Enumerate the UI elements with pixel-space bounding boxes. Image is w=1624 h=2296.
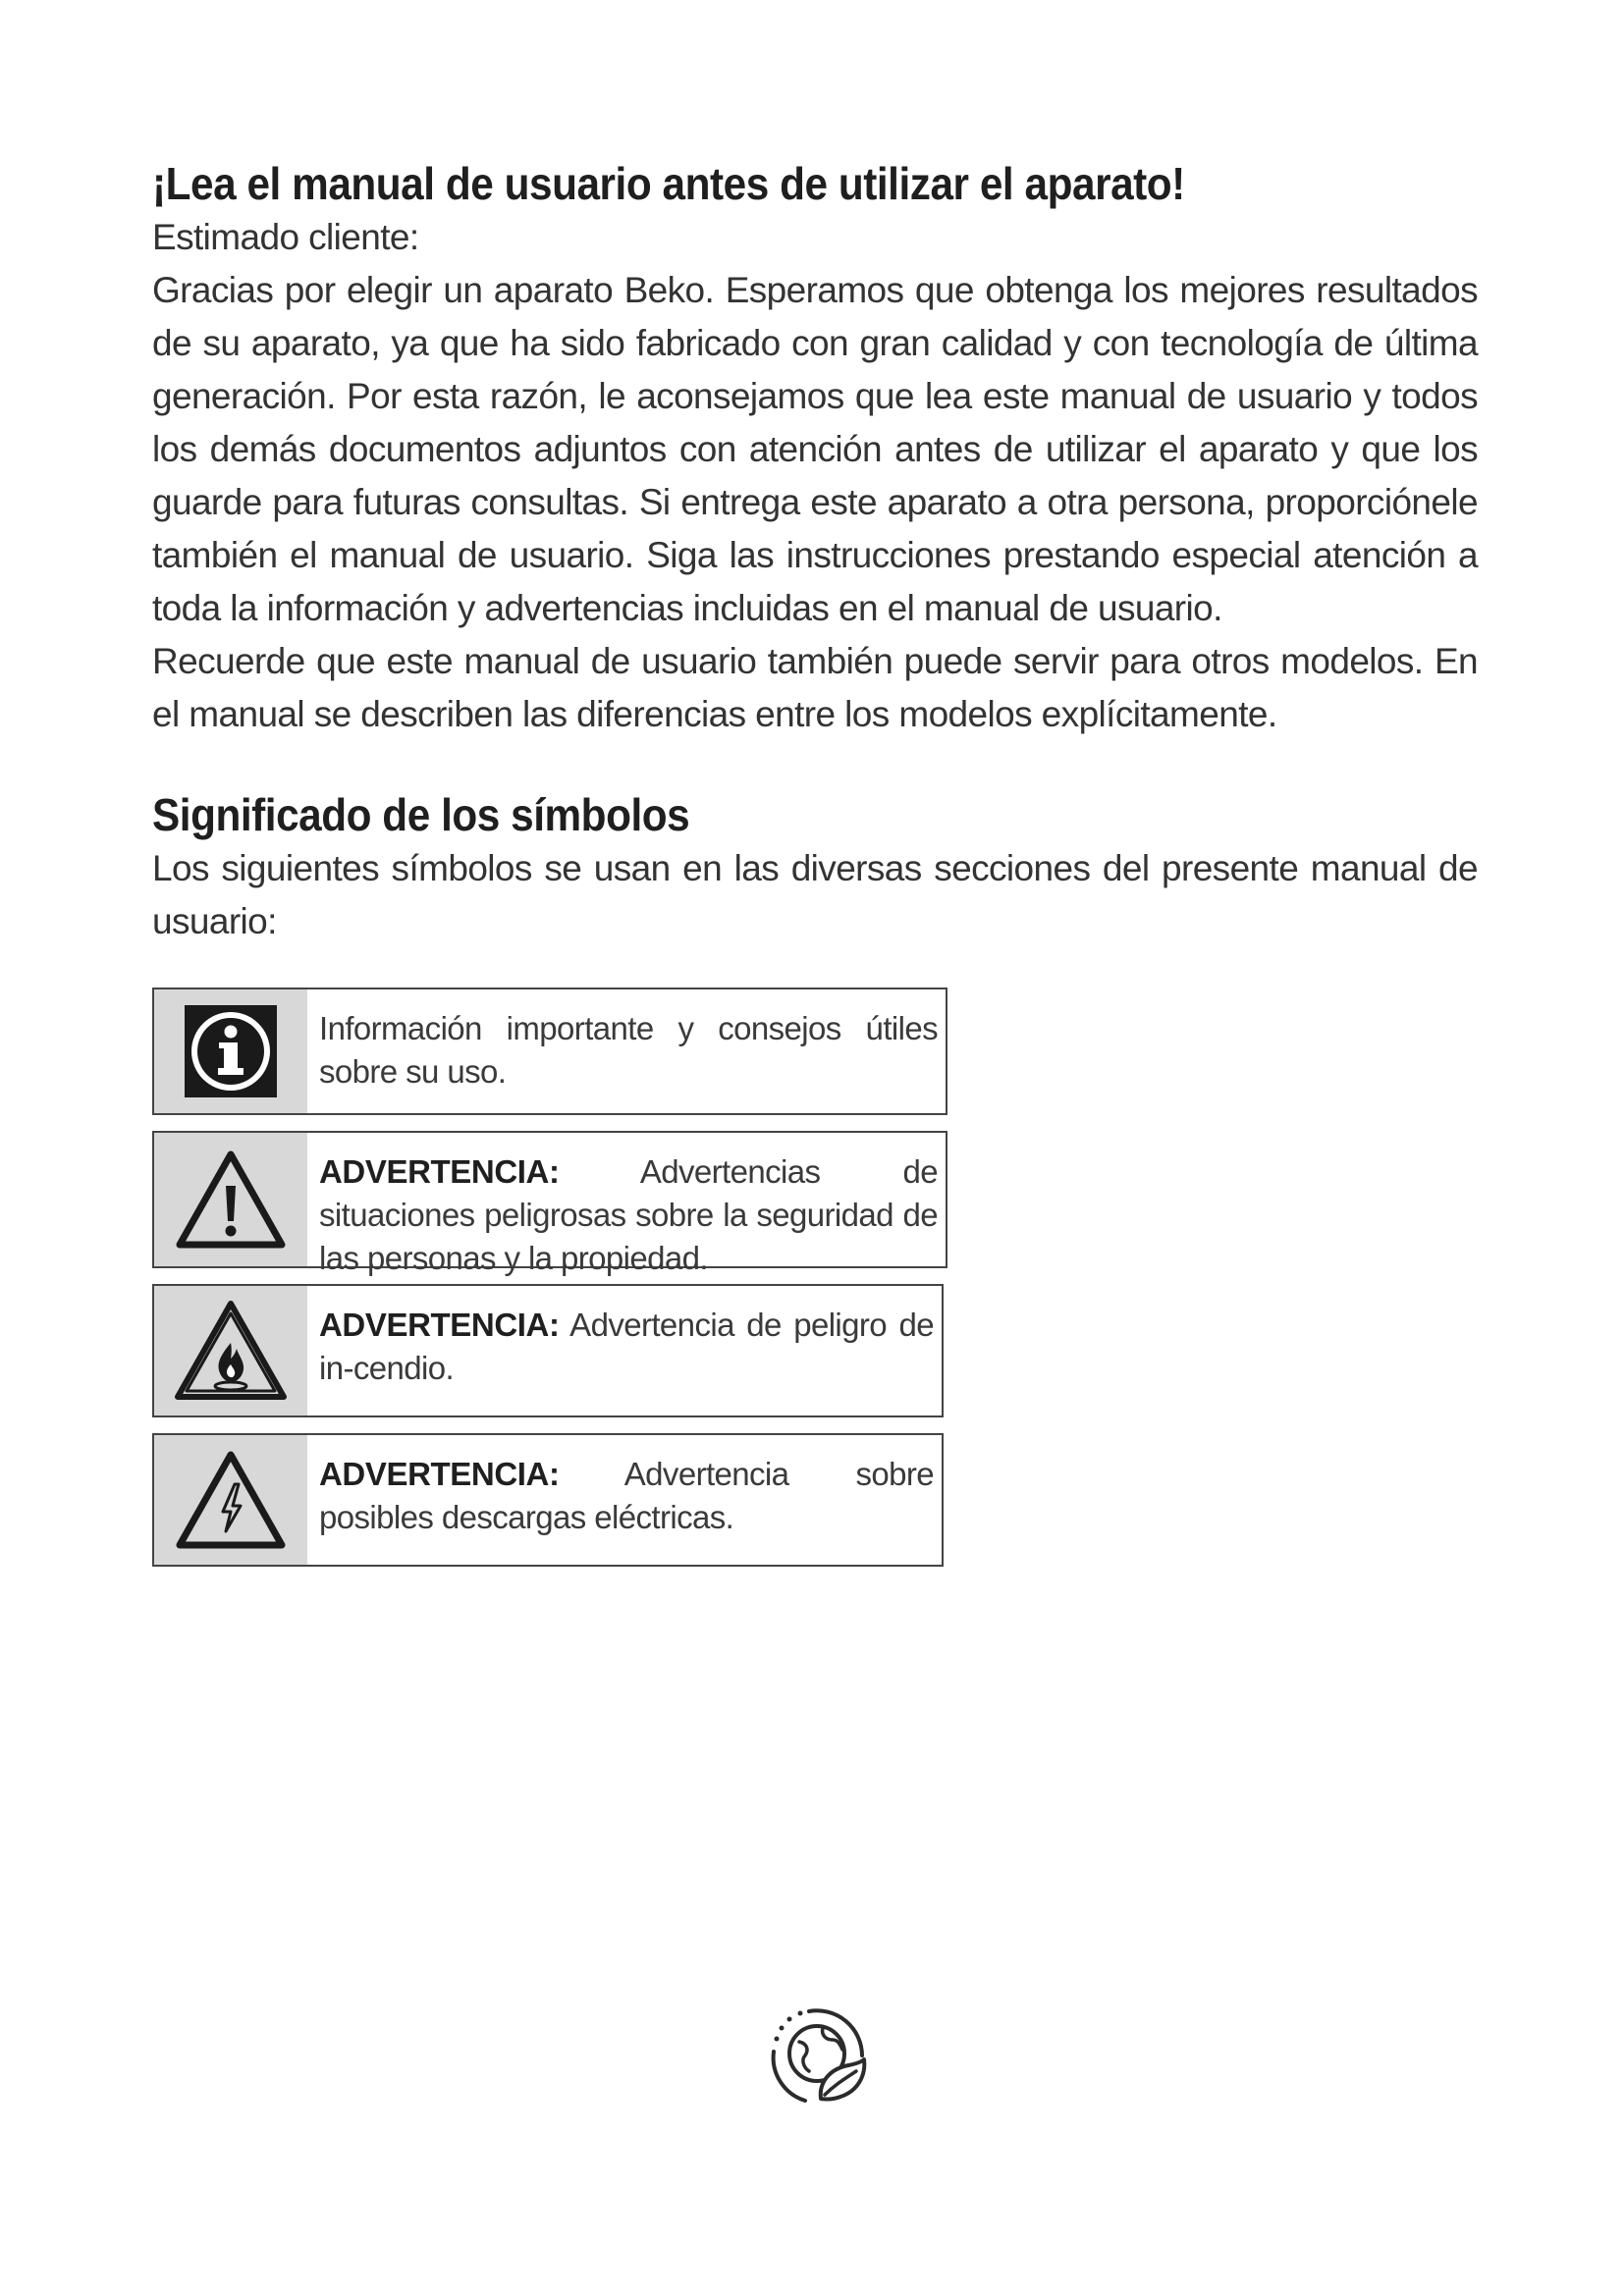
symbol-description-text: Información importante y consejos útiles sobre su uso.	[319, 1010, 938, 1091]
symbol-row-electric	[152, 1433, 944, 1567]
symbol-description	[307, 1286, 942, 1415]
symbol-description	[307, 989, 946, 1113]
info-icon	[154, 989, 307, 1113]
page-title: ¡Lea el manual de usuario antes de utilizar el aparato!	[152, 158, 1185, 209]
warning-triangle-icon	[154, 1133, 307, 1266]
reminder-paragraph: Recuerde que este manual de usuario también puede servir para otros modelos. En el manual se describen las diferencias entre los modelos explícitamente.	[152, 641, 1478, 735]
intro-paragraph: Gracias por elegir un aparato Beko. Esperamos que obtenga los mejores resultados de su aparato, ya que ha sido fabricado con gran calidad y con tecnología de última generación. Por esta razón, le aconsejamos que lea este manual de usuario y todos los demás documentos adjuntos con atención antes de utilizar el aparato y que los guarde para futuras consultas. Si entrega este aparato a otra persona, proporciónele también el manual de usuario. Siga las instrucciones prestando especial atención a toda la información y advertencias incluidas en el manual de usuario.	[152, 270, 1478, 629]
electric-warning-icon	[154, 1435, 307, 1565]
symbol-description-text: Advertencia sobre posibles descargas eléctricas.	[319, 1456, 934, 1536]
greeting-text: Estimado cliente:	[152, 217, 419, 258]
symbols-table	[152, 988, 947, 1567]
warning-label: ADVERTENCIA:	[319, 1456, 560, 1493]
symbol-description	[307, 1133, 946, 1277]
manual-page	[152, 157, 1478, 1582]
symbol-description-text: Advertencia de peligro de in-cendio.	[319, 1307, 934, 1387]
eco-globe-leaf-icon	[764, 2002, 872, 2110]
symbol-description	[307, 1435, 942, 1565]
symbols-intro-text: Los siguientes símbolos se usan en las diversas secciones del presente manual de usuario:	[152, 848, 1478, 942]
warning-label: ADVERTENCIA:	[319, 1307, 560, 1344]
symbols-heading: Significado de los símbolos	[152, 789, 690, 841]
symbol-row-fire	[152, 1284, 944, 1417]
symbol-row-warning	[152, 1131, 947, 1277]
symbol-description-text: Advertencias de situaciones peligrosas sobre la seguridad de las personas y la propiedad.	[319, 1153, 938, 1277]
fire-warning-icon	[154, 1286, 307, 1415]
symbol-row-info	[152, 988, 947, 1115]
warning-label: ADVERTENCIA:	[319, 1153, 560, 1191]
